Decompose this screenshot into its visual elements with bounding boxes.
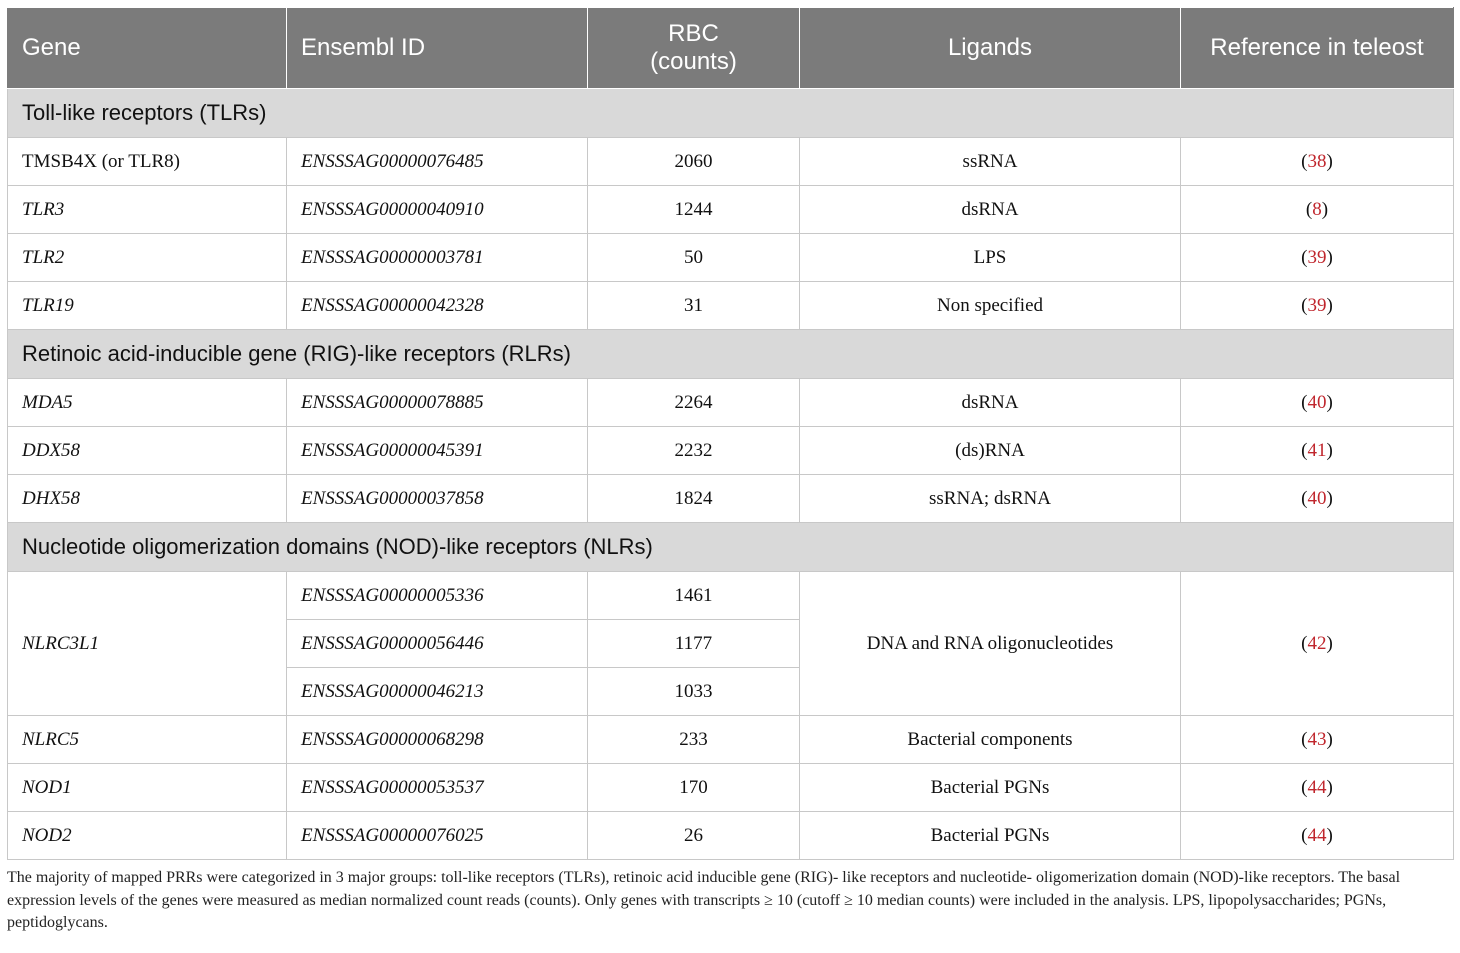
ligand-cell: dsRNA <box>800 379 1181 427</box>
ensembl-id-cell: ENSSSAG00000040910 <box>287 186 588 234</box>
header-ligands: Ligands <box>800 8 1181 89</box>
table-row <box>8 234 1454 282</box>
gene-cell: TLR19 <box>8 282 287 330</box>
reference-cell: (43) <box>1181 716 1454 764</box>
table-row <box>8 379 1454 427</box>
reference-cell: (44) <box>1181 812 1454 860</box>
header-gene: Gene <box>8 8 287 89</box>
ligand-cell: DNA and RNA oligonucleotides <box>800 572 1181 716</box>
reference-cell: (40) <box>1181 379 1454 427</box>
group-title: Toll-like receptors (TLRs) <box>8 89 1454 138</box>
reference-cell: (39) <box>1181 282 1454 330</box>
ensembl-id-cell: ENSSSAG00000003781 <box>287 234 588 282</box>
ensembl-id-cell: ENSSSAG00000078885 <box>287 379 588 427</box>
gene-cell: DDX58 <box>8 427 287 475</box>
group-title: Retinoic acid-inducible gene (RIG)-like receptors (RLRs) <box>8 330 1454 379</box>
ligand-cell: (ds)RNA <box>800 427 1181 475</box>
group-header-row <box>8 330 1454 379</box>
table-row <box>8 282 1454 330</box>
prr-table <box>7 7 1454 860</box>
rbc-counts-cell: 26 <box>588 812 800 860</box>
rbc-counts-cell: 2060 <box>588 138 800 186</box>
rbc-counts-cell: 233 <box>588 716 800 764</box>
reference-link[interactable]: 38 <box>1307 150 1327 172</box>
rbc-counts-cell: 31 <box>588 282 800 330</box>
ligand-cell: ssRNA <box>800 138 1181 186</box>
reference-link[interactable]: 8 <box>1312 198 1322 220</box>
reference-cell: (38) <box>1181 138 1454 186</box>
ligand-cell: Non specified <box>800 282 1181 330</box>
table-footnote: The majority of mapped PRRs were categorized in 3 major groups: toll-like receptors (TLRs), retinoic acid inducible gene (RIG)- like receptors and nucleotide- oligomerization domain (NOD)-like receptors. The basal expression levels of the genes were measured as median normalized count reads (counts). Only genes with transcripts ≥ 10 (cutoff ≥ 10 median counts) were included in the analysis. LPS, lipopolysaccharides; PGNs, peptidoglycans. <box>7 869 1401 931</box>
ligand-cell: Bacterial components <box>800 716 1181 764</box>
rbc-counts-cell: 1177 <box>588 620 800 668</box>
gene-cell: TMSB4X (or TLR8) <box>8 138 287 186</box>
reference-link[interactable]: 42 <box>1307 632 1327 654</box>
reference-link[interactable]: 40 <box>1307 487 1327 509</box>
gene-cell: TLR2 <box>8 234 287 282</box>
gene-cell: NLRC5 <box>8 716 287 764</box>
ligand-cell: LPS <box>800 234 1181 282</box>
table-row <box>8 812 1454 860</box>
reference-cell: (39) <box>1181 234 1454 282</box>
reference-link[interactable]: 44 <box>1307 776 1327 798</box>
header-row <box>8 8 1454 89</box>
ligand-cell: ssRNA; dsRNA <box>800 475 1181 523</box>
gene-cell: TLR3 <box>8 186 287 234</box>
ensembl-id-cell: ENSSSAG00000053537 <box>287 764 588 812</box>
ligand-cell: Bacterial PGNs <box>800 812 1181 860</box>
reference-link[interactable]: 39 <box>1307 246 1327 268</box>
rbc-counts-cell: 1461 <box>588 572 800 620</box>
group-title: Nucleotide oligomerization domains (NOD)-like receptors (NLRs) <box>8 523 1454 572</box>
table-row <box>8 572 1454 620</box>
header-ensembl-id: Ensembl ID <box>287 8 588 89</box>
gene-cell: NOD2 <box>8 812 287 860</box>
reference-link[interactable]: 44 <box>1307 824 1327 846</box>
rbc-counts-cell: 2264 <box>588 379 800 427</box>
table-row <box>8 764 1454 812</box>
ensembl-id-cell: ENSSSAG00000046213 <box>287 668 588 716</box>
ensembl-id-cell: ENSSSAG00000056446 <box>287 620 588 668</box>
reference-link[interactable]: 40 <box>1307 391 1327 413</box>
reference-link[interactable]: 39 <box>1307 294 1327 316</box>
ligand-cell: Bacterial PGNs <box>800 764 1181 812</box>
header-rbc-counts: RBC (counts) <box>588 8 800 89</box>
rbc-counts-cell: 1824 <box>588 475 800 523</box>
ensembl-id-cell: ENSSSAG00000005336 <box>287 572 588 620</box>
ensembl-id-cell: ENSSSAG00000076025 <box>287 812 588 860</box>
ensembl-id-cell: ENSSSAG00000042328 <box>287 282 588 330</box>
rbc-counts-cell: 170 <box>588 764 800 812</box>
table-row <box>8 186 1454 234</box>
gene-cell: MDA5 <box>8 379 287 427</box>
table-row <box>8 138 1454 186</box>
rbc-counts-cell: 1033 <box>588 668 800 716</box>
reference-cell: (8) <box>1181 186 1454 234</box>
document <box>7 7 1453 935</box>
table-header <box>8 8 1454 89</box>
rbc-counts-cell: 2232 <box>588 427 800 475</box>
group-header-row <box>8 523 1454 572</box>
reference-cell: (41) <box>1181 427 1454 475</box>
table-row <box>8 475 1454 523</box>
reference-cell: (42) <box>1181 572 1454 716</box>
gene-cell: DHX58 <box>8 475 287 523</box>
reference-cell: (44) <box>1181 764 1454 812</box>
table-row <box>8 427 1454 475</box>
reference-link[interactable]: 43 <box>1307 728 1327 750</box>
ensembl-id-cell: ENSSSAG00000076485 <box>287 138 588 186</box>
table-body <box>8 89 1454 860</box>
gene-cell: NOD1 <box>8 764 287 812</box>
group-header-row <box>8 89 1454 138</box>
reference-link[interactable]: 41 <box>1307 439 1327 461</box>
table-row <box>8 716 1454 764</box>
rbc-counts-cell: 50 <box>588 234 800 282</box>
ensembl-id-cell: ENSSSAG00000045391 <box>287 427 588 475</box>
reference-cell: (40) <box>1181 475 1454 523</box>
ensembl-id-cell: ENSSSAG00000068298 <box>287 716 588 764</box>
ligand-cell: dsRNA <box>800 186 1181 234</box>
ensembl-id-cell: ENSSSAG00000037858 <box>287 475 588 523</box>
rbc-counts-cell: 1244 <box>588 186 800 234</box>
header-reference: Reference in teleost <box>1181 8 1454 89</box>
gene-cell: NLRC3L1 <box>8 572 287 716</box>
